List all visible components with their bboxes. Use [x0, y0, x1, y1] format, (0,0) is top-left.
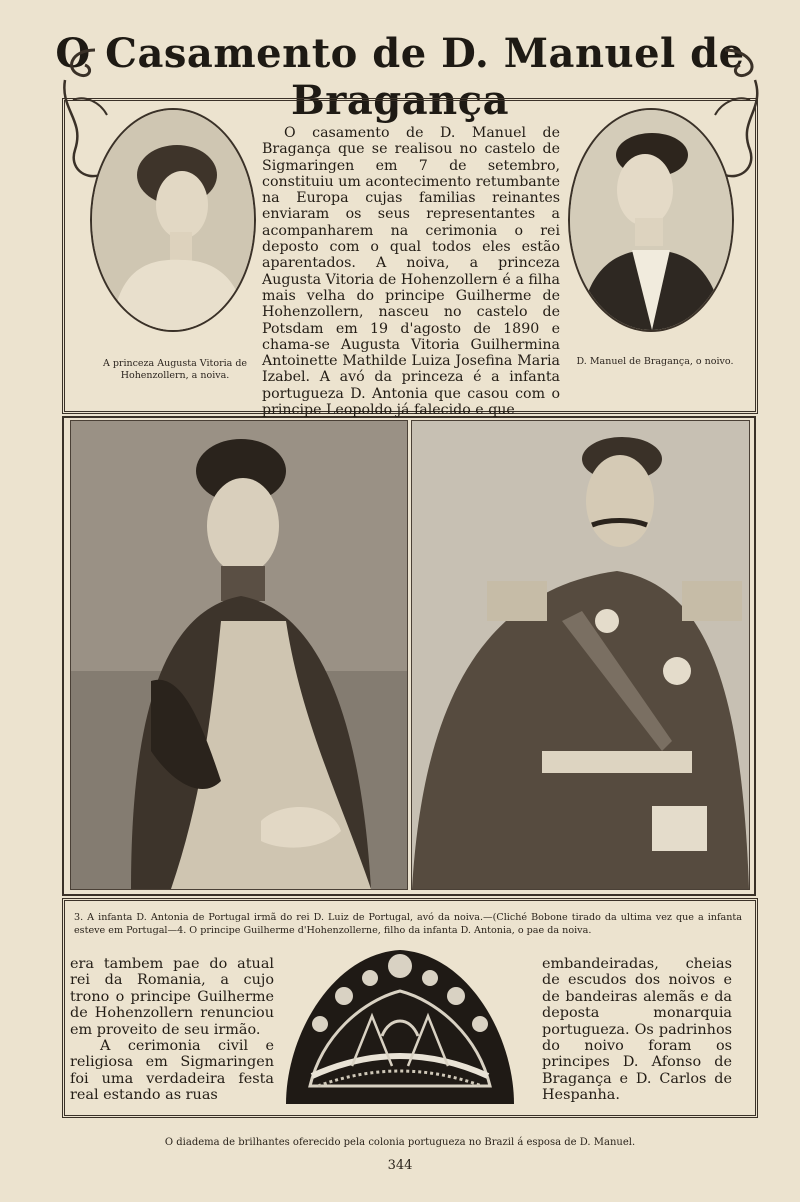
article-intro: O casamento de D. Manuel de Bragança que se realisou no castelo de Sigmaringen em 7 de setembro, constituiu um acontecimento retumbante na Europa cujas familias reinantes enviaram os seus representantes a acompanharem na cerimonia o rei deposto com o qual todos eles estão aparentados. A noiva, a princeza Augusta Vitoria de Hohenzollern é a filha mais velha do principe Guilherme de Hohenzollern, nasceu no castelo de Potsdam em 19 d'agosto de 1890 e chama-se Augusta Vitoria Guilhermina Antoinette Mathilde Luiza Josefina Maria Izabel. A avó da princeza é a infanta portugueza D. Antonia que casou com o principe Leopoldo já falecido e que — [262, 125, 560, 419]
principe-guilherme-photo — [411, 420, 750, 890]
infanta-antonia-photo — [70, 420, 408, 890]
groom-caption: D. Manuel de Bragança, o noivo. — [576, 356, 734, 367]
article-right-column: embandeiradas, cheias de escudos dos noivos e de bandeiras alemãs e da deposta monarquia portugueza. Os padrinhos do noivo foram os principes D. Afonso de Bragança e D. Carlos de Hespanha. — [542, 956, 732, 1104]
tiara-image — [282, 946, 518, 1106]
bride-caption: A princeza Augusta Vitoria de Hohenzollern, a noiva. — [102, 358, 248, 381]
groom-portrait — [568, 108, 734, 332]
page-number: 344 — [387, 1158, 413, 1173]
tiara-caption: O diadema de brilhantes oferecido pela colonia portugueza no Brazil á esposa de D. Manuel. — [164, 1137, 636, 1148]
article-continuation-2: A cerimonia civil e religiosa em Sigmaringen foi uma verdadeira festa real estando as ruas — [70, 1038, 274, 1104]
page-title: O Casamento de D. Manuel de Bragança — [55, 30, 745, 124]
article-continuation-1: era tambem pae do atual rei da Romania, a cujo trono o principe Guilherme de Hohenzollern renunciou em proveito de seu irmão. — [70, 956, 274, 1038]
article-left-column — [70, 956, 274, 1104]
photos-caption: 3. A infanta D. Antonia de Portugal irmã do rei D. Luiz de Portugal, avó da noiva.—(Cliché Bobone tirado da ultima vez que a infanta esteve em Portugal—4. O principe Guilherme d'Hohenzollerne, filho da infanta D. Antonia, o pae da noiva. — [74, 912, 742, 936]
bride-portrait — [90, 108, 256, 332]
